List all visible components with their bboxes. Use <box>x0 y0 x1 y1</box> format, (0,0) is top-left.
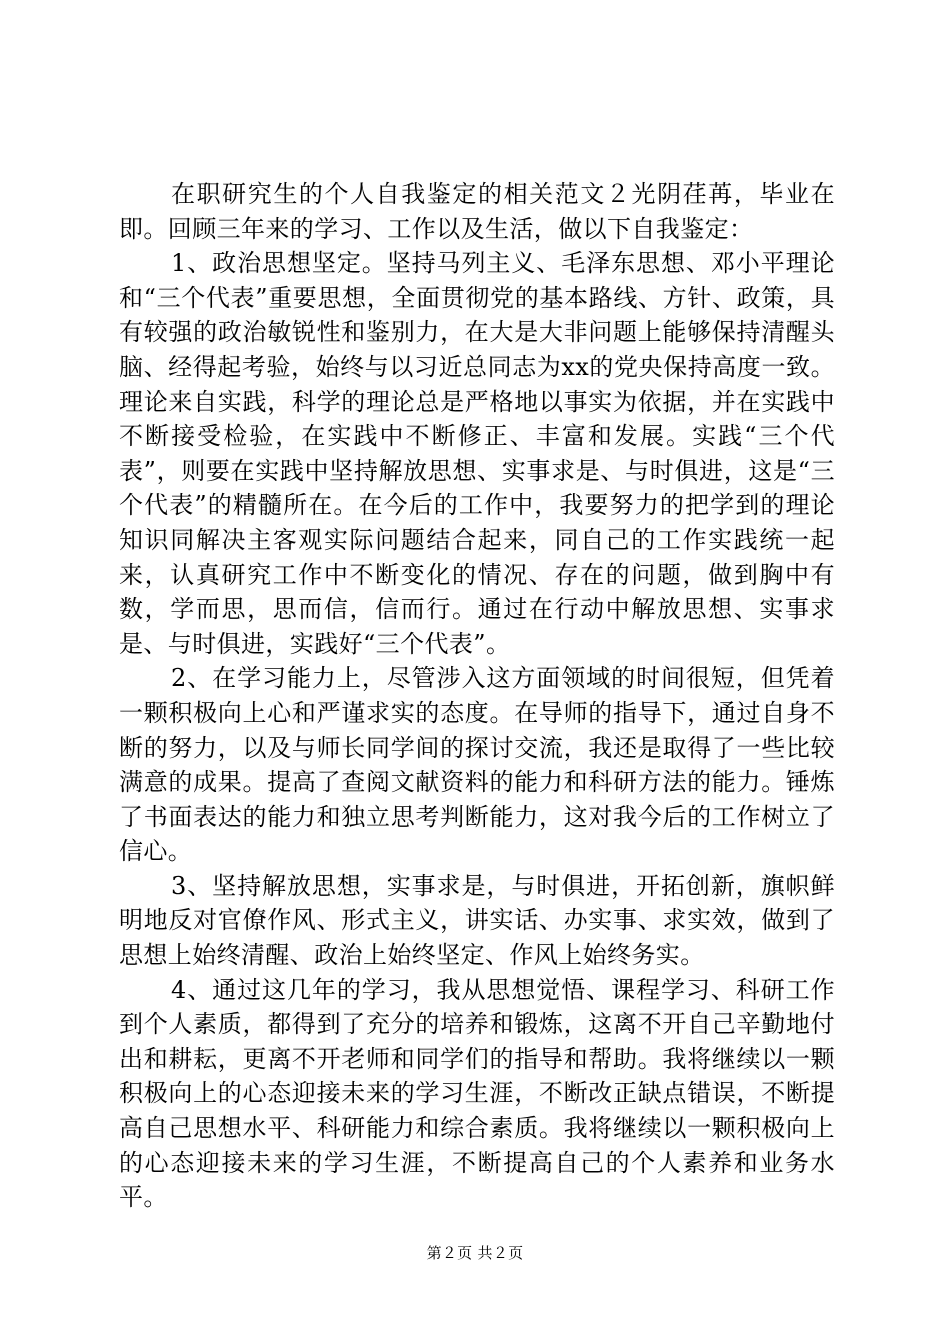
page-number-footer: 第２页 共２页 <box>426 1244 524 1262</box>
paragraph-work-style: 3、坚持解放思想，实事求是，与时俱进，开拓创新，旗帜鲜明地反对官僚作风、形式主义，讲实话、办实事、求实效，做到了思想上始终清醒、政治上始终坚定、作风上始终务实。 <box>119 871 835 970</box>
paragraph-political-thought: 1、政治思想坚定。坚持马列主义、毛泽东思想、邓小平理论和“三个代表”重要思想，全面贯彻党的基本路线、方针、政策，具有较强的政治敏锐性和鉴别力，在大是大非问题上能够保持清醒头脑、经得起考验，始终与以习近总同志为xx的党央保持高度一致。理论来自实践，科学的理论总是严格地以事实为依据，并在实践中不断接受检验，在实践中不断修正、丰富和发展。实践“三个代表”，则要在实践中坚持解放思想、实事求是、与时俱进，这是“三个代表”的精髓所在。在今后的工作中，我要努力的把学到的理论知识同解决主客观实际问题结合起来，同自己的工作实践统一起来，认真研究工作中不断变化的情况、存在的问题，做到胸中有数，学而思，思而信，信而行。通过在行动中解放思想、实事求是、与时俱进，实践好“三个代表”。 <box>119 249 835 658</box>
document-body <box>119 177 835 1215</box>
paragraph-intro: 在职研究生的个人自我鉴定的相关范文２光阴荏苒，毕业在即。回顾三年来的学习、工作以及生活，做以下自我鉴定： <box>119 180 835 243</box>
paragraph-learning-ability: 2、在学习能力上，尽管涉入这方面领域的时间很短，但凭着一颗积极向上心和严谨求实的态度。在导师的指导下，通过自身不断的努力，以及与师长同学间的探讨交流，我还是取得了一些比较满意的成果。提高了查阅文献资料的能力和科研方法的能力。锤炼了书面表达的能力和独立思考判断能力，这对我今后的工作树立了信心。 <box>119 664 835 866</box>
paragraph-summary: 4、通过这几年的学习，我从思想觉悟、课程学习、科研工作到个人素质，都得到了充分的培养和锻炼，这离不开自己辛勤地付出和耕耘，更离不开老师和同学们的指导和帮助。我将继续以一颗积极向上的心态迎接未来的学习生涯，不断改正缺点错误，不断提高自己思想水平、科研能力和综合素质。我将继续以一颗积极向上的心态迎接未来的学习生涯，不断提高自己的个人素养和业务水平。 <box>119 975 835 1212</box>
